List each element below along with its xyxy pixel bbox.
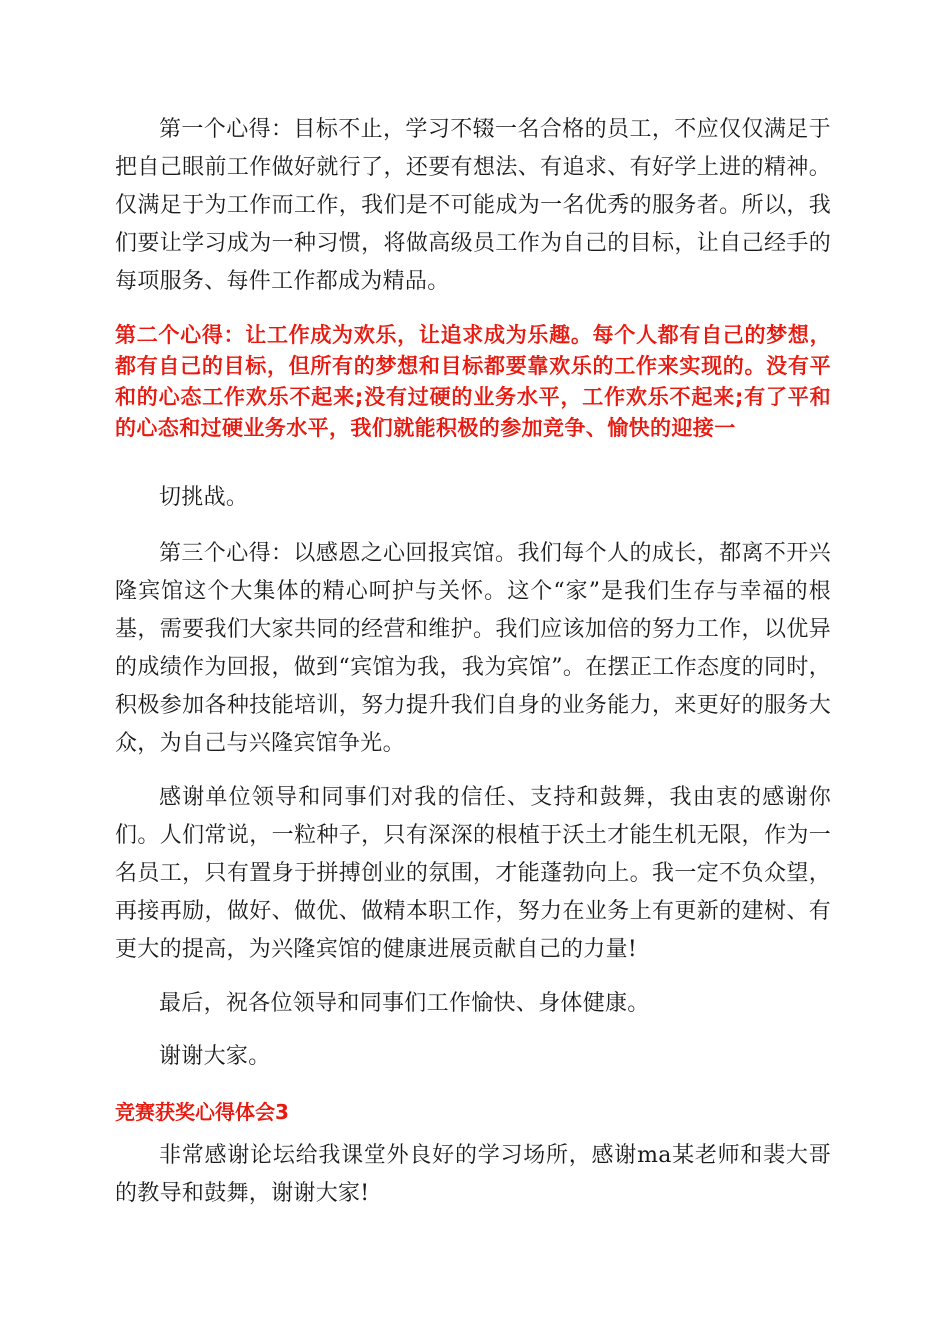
- paragraph-thank-everyone: 谢谢大家。: [159, 1044, 271, 1069]
- paragraph-third-insight: 第三个心得：以感恩之心回报宾馆。我们每个人的成长，都离不开兴隆宾馆这个大集体的精心呵护与关怀。这个“家”是我们生存与幸福的根基，需要我们大家共同的经营和维护。我们应该加倍的努力工作，以优异的成绩作为回报，做到“宾馆为我，我为宾馆”。在摆正工作态度的同时，积极参加各种技能培训，努力提升我们自身的业务能力，来更好的服务大众，为自己与兴隆宾馆争光。: [115, 541, 831, 756]
- paragraph-first-insight: 第一个心得：目标不止，学习不辍一名合格的员工，不应仅仅满足于把自己眼前工作做好就行了，还要有想法、有追求、有好学上进的精神。仅满足于为工作而工作，我们是不可能成为一名优秀的服务者。所以，我们要让学习成为一种习惯，将做高级员工作为自己的目标，让自己经手的每项服务、每件工作都成为精品。: [115, 117, 831, 294]
- paragraph-thanks: 感谢单位领导和同事们对我的信任、支持和鼓舞，我由衷的感谢你们。人们常说，一粒种子，只有深深的根植于沃土才能生机无限，作为一名员工，只有置身于拼搏创业的氛围，才能蓬勃向上。我一定不负众望，再接再励，做好、做优、做精本职工作，努力在业务上有更新的建树、有更大的提高，为兴隆宾馆的健康进展贡献自己的力量!: [115, 785, 831, 962]
- section-heading-3: 竞赛获奖心得体会3: [115, 1100, 289, 1124]
- paragraph-second-insight-highlighted: 第二个心得：让工作成为欢乐，让追求成为乐趣。每个人都有自己的梦想，都有自己的目标，但所有的梦想和目标都要靠欢乐的工作来实现的。没有平和的心态工作欢乐不起来;没有过硬的业务水平，工作欢乐不起来;有了平和的心态和过硬业务水平，我们就能积极的参加竞争、愉快的迎接一: [115, 323, 831, 440]
- paragraph-forum-thanks: 非常感谢论坛给我课堂外良好的学习场所，感谢ma某老师和裴大哥的教导和鼓舞，谢谢大家!: [115, 1143, 831, 1206]
- paragraph-closing-wishes: 最后，祝各位领导和同事们工作愉快、身体健康。: [159, 991, 650, 1016]
- paragraph-second-insight-continuation: 切挑战。: [159, 485, 249, 510]
